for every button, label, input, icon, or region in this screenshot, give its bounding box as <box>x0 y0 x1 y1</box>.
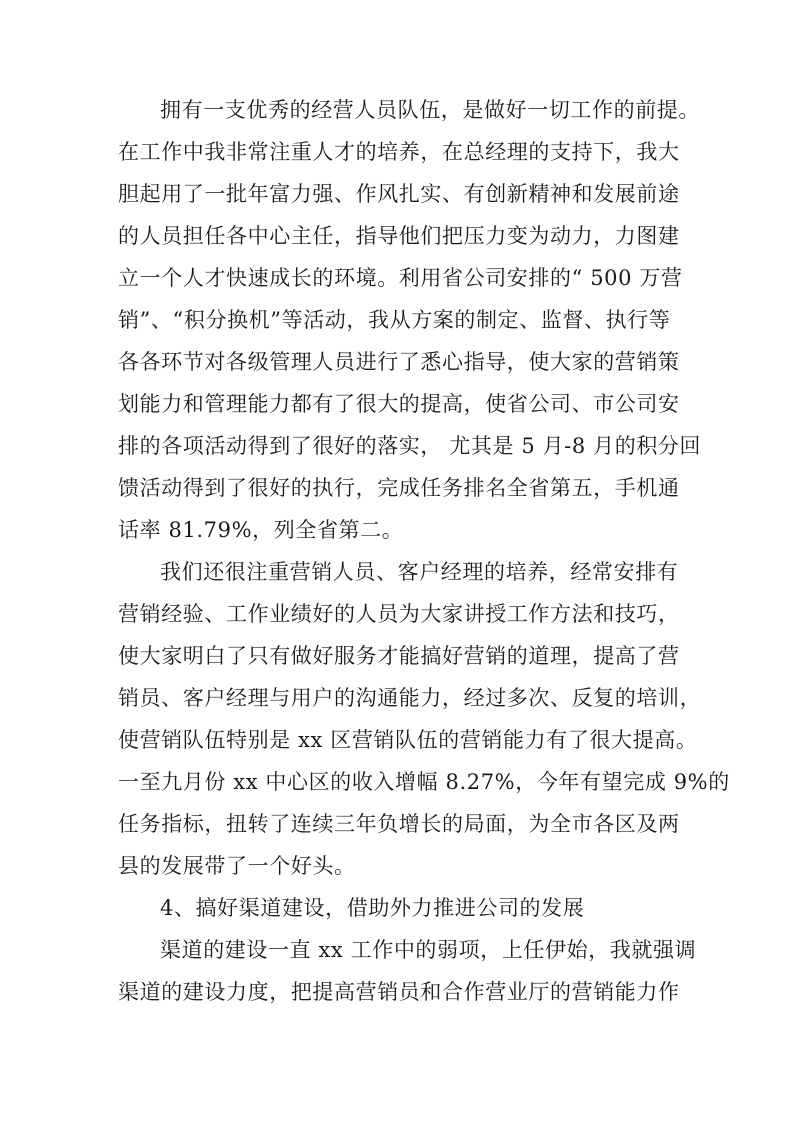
paragraph-1-line-7: 各各环节对各级管理人员进行了悉心指导，使大家的营销策 <box>118 350 680 374</box>
paragraph-2-line-7: 任务指标，扭转了连续三年负增长的局面，为全市各区及两 <box>118 812 680 836</box>
paragraph-1-line-5: 立一个人才快速成长的环境。利用省公司安排的“ 500 万营 <box>118 266 683 290</box>
paragraph-2-line-8: 县的发展带了一个好头。 <box>118 854 356 878</box>
paragraph-2-line-5: 使营销队伍特别是 xx 区营销队伍的营销能力有了很大提高。 <box>118 728 698 752</box>
paragraph-1-line-9: 排的各项活动得到了很好的落实， 尤其是 5 月-8 月的积分回 <box>118 434 702 458</box>
paragraph-1-line-8: 划能力和管理能力都有了很大的提高，使省公司、市公司安 <box>118 392 680 416</box>
paragraph-1-line-10: 馈活动得到了很好的执行，完成任务排名全省第五，手机通 <box>118 476 680 500</box>
paragraph-3-line-1: 渠道的建设一直 xx 工作中的弱项，上任伊始，我就强调 <box>160 938 697 962</box>
paragraph-2-line-4: 销员、客户经理与用户的沟通能力，经过多次、反复的培训， <box>118 686 702 710</box>
paragraph-1-line-4: 的人员担任各中心主任，指导他们把压力变为动力，力图建 <box>118 224 680 248</box>
paragraph-2-line-6: 一至九月份 xx 中心区的收入增幅 8.27%，今年有望完成 9%的 <box>118 770 730 794</box>
paragraph-1-line-6: 销”、“积分换机”等活动，我从方案的制定、监督、执行等 <box>118 308 671 332</box>
paragraph-2-line-2: 营销经验、工作业绩好的人员为大家讲授工作方法和技巧， <box>118 602 680 626</box>
section-heading-4: 4、搞好渠道建设，借助外力推进公司的发展 <box>160 896 585 920</box>
paragraph-1-line-1: 拥有一支优秀的经营人员队伍，是做好一切工作的前提。 <box>160 98 700 122</box>
paragraph-1-line-2: 在工作中我非常注重人才的培养，在总经理的支持下，我大 <box>118 140 680 164</box>
paragraph-1-line-11: 话率 81.79%，列全省第二。 <box>118 518 404 542</box>
paragraph-2-line-3: 使大家明白了只有做好服务才能搞好营销的道理，提高了营 <box>118 644 680 668</box>
paragraph-2-line-1: 我们还很注重营销人员、客户经理的培养，经常安排有 <box>160 560 679 584</box>
paragraph-1-line-3: 胆起用了一批年富力强、作风扎实、有创新精神和发展前途 <box>118 182 680 206</box>
paragraph-3-line-2: 渠道的建设力度，把提高营销员和合作营业厅的营销能力作 <box>118 980 680 1004</box>
